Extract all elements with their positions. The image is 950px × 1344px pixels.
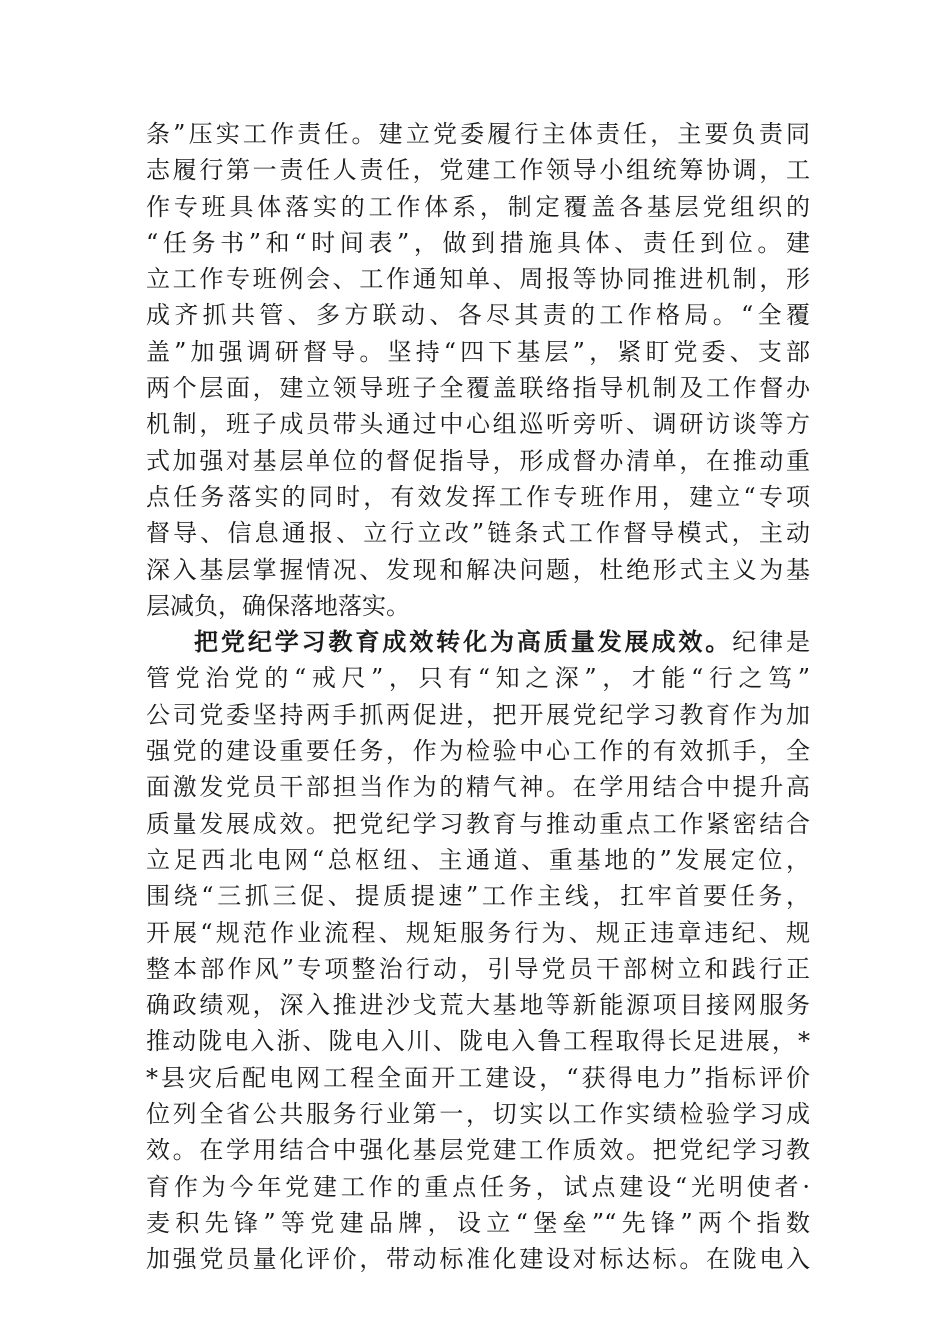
- paragraph-line: 管党治党的“戒尺”，只有“知之深”，才能“行之笃”: [146, 664, 810, 693]
- paragraph-line: 效。在学用结合中强化基层党建工作质效。把党纪学习教: [146, 1136, 810, 1165]
- paragraph-line: 志履行第一责任人责任，党建工作领导小组统筹协调，工: [146, 156, 810, 185]
- paragraph-line: 加强党员量化评价，带动标准化建设对标达标。在陇电入: [146, 1245, 810, 1274]
- paragraph-line: 围绕“三抓三促、提质提速”工作主线，扛牢首要任务，: [146, 882, 810, 911]
- paragraph-line: 机制，班子成员带头通过中心组巡听旁听、调研访谈等方: [146, 410, 810, 439]
- paragraph-line: 立足西北电网“总枢纽、主通道、重基地的”发展定位，: [146, 845, 810, 874]
- paragraph-line: 育作为今年党建工作的重点任务，试点建设“光明使者·: [146, 1172, 810, 1201]
- paragraph-line: 位列全省公共服务行业第一，切实以工作实绩检验学习成: [146, 1100, 810, 1129]
- paragraph-line: 确政绩观，深入推进沙戈荒大基地等新能源项目接网服务: [146, 991, 810, 1020]
- paragraph-responsibility: [146, 116, 810, 624]
- paragraph-line: 层减负，确保落地落实。: [146, 591, 410, 620]
- paragraph-line: 作专班具体落实的工作体系，制定覆盖各基层党组织的: [146, 192, 810, 221]
- paragraph-line: 深入基层掌握情况、发现和解决问题，杜绝形式主义为基: [146, 555, 810, 584]
- paragraph-line: 质量发展成效。把党纪学习教育与推动重点工作紧密结合: [146, 809, 810, 838]
- paragraph-line: 点任务落实的同时，有效发挥工作专班作用，建立“专项: [146, 482, 810, 511]
- paragraph-line: 条”压实工作责任。建立党委履行主体责任，主要负责同: [146, 120, 810, 148]
- paragraph-first-line: [146, 624, 810, 660]
- paragraph-line: 推动陇电入浙、陇电入川、陇电入鲁工程取得长足进展，*: [146, 1027, 810, 1056]
- paragraph-line: *县灾后配电网工程全面开工建设，“获得电力”指标评价: [146, 1063, 810, 1092]
- paragraph-heading: 把党纪学习教育成效转化为高质量发展成效。: [194, 628, 733, 657]
- paragraph-line: 两个层面，建立领导班子全覆盖联络指导机制及工作督办: [146, 374, 810, 403]
- paragraph-discipline-education: [146, 624, 810, 1277]
- paragraph-line: 强党的建设重要任务，作为检验中心工作的有效抓手，全: [146, 737, 810, 766]
- paragraph-line: 成齐抓共管、多方联动、各尽其责的工作格局。“全覆: [146, 301, 810, 330]
- paragraph-line: 开展“规范作业流程、规矩服务行为、规正违章违纪、规: [146, 918, 810, 947]
- paragraph-line: 督导、信息通报、立行立改”链条式工作督导模式，主动: [146, 519, 810, 548]
- paragraph-line: “任务书”和“时间表”，做到措施具体、责任到位。建: [146, 228, 810, 257]
- paragraph-line: 整本部作风”专项整治行动，引导党员干部树立和践行正: [146, 954, 810, 983]
- paragraph-heading-continuation: 纪律是: [732, 628, 811, 657]
- paragraph-line: 公司党委坚持两手抓两促进，把开展党纪学习教育作为加: [146, 700, 810, 729]
- paragraph-line: 立工作专班例会、工作通知单、周报等协同推进机制，形: [146, 265, 810, 294]
- paragraph-line: 面激发党员干部担当作为的精气神。在学用结合中提升高: [146, 773, 810, 802]
- paragraph-line: 式加强对基层单位的督促指导，形成督办清单，在推动重: [146, 446, 810, 475]
- document-body: [146, 116, 810, 1278]
- paragraph-line: 麦积先锋”等党建品牌，设立“堡垒”“先锋”两个指数: [146, 1208, 810, 1237]
- paragraph-line: 盖”加强调研督导。坚持“四下基层”，紧盯党委、支部: [146, 337, 810, 366]
